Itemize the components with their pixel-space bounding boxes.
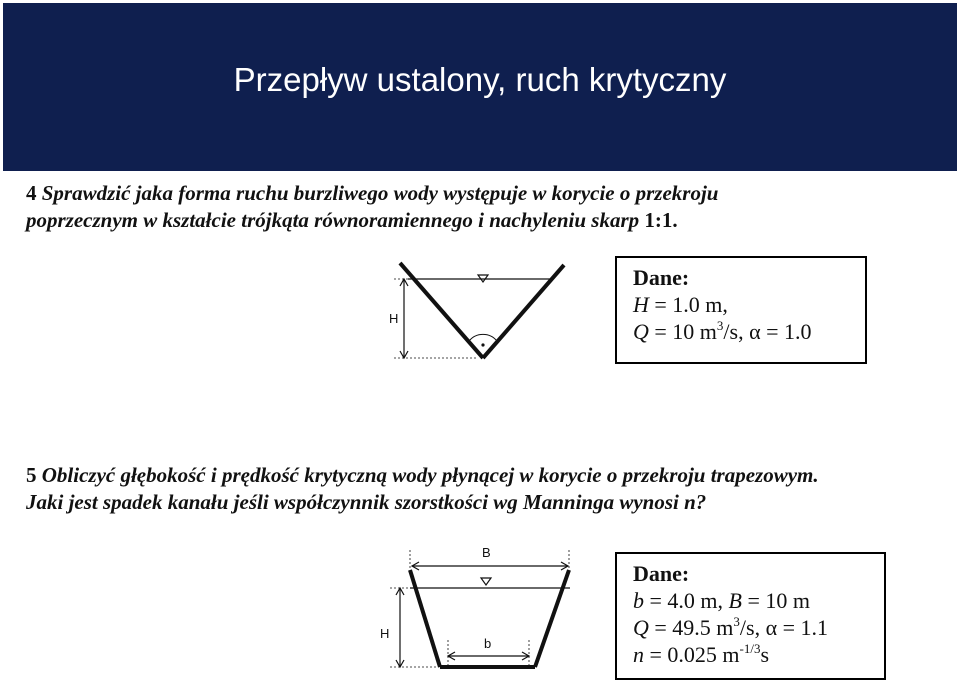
problem-5-number: 5: [26, 463, 37, 487]
channel-left-wall: [410, 570, 440, 667]
problem-4-line-2: poprzecznym w kształcie trójkąta równoramiennego i nachyleniu skarp 1:1.: [26, 208, 678, 232]
bottom-width-label: b: [484, 636, 492, 651]
given-row-discharge: Q = 10 $m^3/s$, α = 1.0: [633, 318, 812, 344]
given-row-depth: H = 1.0 m,: [633, 292, 728, 317]
trapezoidal-channel-figure: [372, 540, 582, 675]
given-heading: Dane:: [633, 265, 690, 290]
channel-right-wall: [535, 570, 569, 667]
apex-angle-arc: [469, 334, 497, 341]
problem-5-line-2: Jaki jest spadek kanału jeśli współczynnik szorstkości wg Manninga wynosi n?: [26, 490, 707, 514]
problem-4-slope: 1:1.: [644, 208, 678, 232]
water-level-marker: [481, 578, 491, 585]
given-row-roughness: n = 0.025 $m^{-1/3}s$: [633, 641, 770, 667]
problem-5-line-1: 5 Obliczyć głębokość i prędkość krytyczną wody płynącej w korycie o przekroju trapezowym.: [26, 463, 819, 487]
given-heading: Dane:: [633, 561, 690, 586]
problem-4-text: [26, 180, 932, 234]
problem-5-text: [26, 462, 932, 516]
problem-4-number: 4: [26, 181, 37, 205]
triangular-channel-figure: [380, 255, 580, 370]
given-data-box-4: [615, 256, 867, 364]
channel-left-slope: [400, 263, 483, 358]
given-row-widths: b = 4.0 m, B = 10 m: [633, 588, 811, 613]
given-data-box-5: [615, 552, 886, 680]
slide-title: Przepływ ustalony, ruch krytyczny: [233, 61, 727, 98]
top-width-label: B: [482, 545, 491, 560]
apex-angle-dot: [481, 343, 484, 346]
problem-4-line-1: 4 Sprawdzić jaka forma ruchu burzliwego wody występuje w korycie o przekroju: [26, 181, 719, 205]
given-row-discharge: Q = 49.5 $m^3/s$, α = 1.1: [633, 614, 829, 640]
depth-label: H: [389, 311, 399, 326]
depth-label: H: [380, 626, 390, 641]
